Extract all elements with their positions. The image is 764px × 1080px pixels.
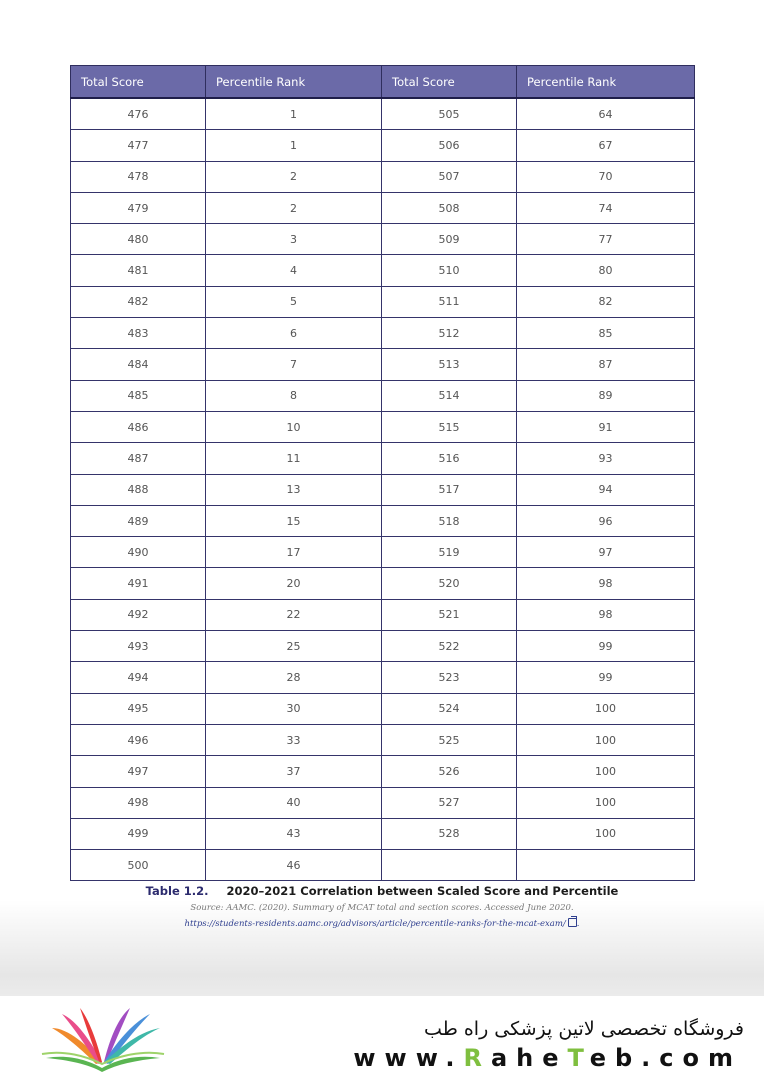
percentile-rank-cell: 85	[517, 318, 695, 349]
percentile-rank-cell: 20	[206, 568, 382, 599]
percentile-rank-cell: 91	[517, 411, 695, 442]
total-score-cell: 513	[382, 349, 517, 380]
percentile-rank-cell: 99	[517, 662, 695, 693]
total-score-cell: 508	[382, 192, 517, 223]
percentile-rank-cell: 17	[206, 537, 382, 568]
percentile-rank-cell	[517, 850, 695, 881]
total-score-cell: 527	[382, 787, 517, 818]
total-score-cell: 495	[71, 693, 206, 724]
table-row	[71, 787, 695, 818]
total-score-cell: 496	[71, 724, 206, 755]
total-score-cell: 480	[71, 224, 206, 255]
table-row	[71, 631, 695, 662]
total-score-cell: 521	[382, 599, 517, 630]
percentile-rank-cell: 1	[206, 130, 382, 161]
percentile-rank-cell: 93	[517, 443, 695, 474]
percentile-rank-cell: 43	[206, 818, 382, 849]
source-suffix: . Accessed June 2020.	[479, 903, 574, 913]
table-row	[71, 380, 695, 411]
total-score-cell: 522	[382, 631, 517, 662]
table-row	[71, 161, 695, 192]
total-score-cell: 483	[71, 318, 206, 349]
percentile-rank-cell: 94	[517, 474, 695, 505]
total-score-cell: 486	[71, 411, 206, 442]
percentile-rank-cell: 98	[517, 599, 695, 630]
footer-store-name: فروشگاه تخصصی لاتین پزشکی راه طب	[424, 1018, 744, 1040]
total-score-cell: 497	[71, 756, 206, 787]
percentile-rank-cell: 33	[206, 724, 382, 755]
percentile-rank-cell: 30	[206, 693, 382, 724]
percentile-rank-cell: 5	[206, 286, 382, 317]
table-row	[71, 568, 695, 599]
table-row	[71, 192, 695, 223]
percentile-rank-cell: 67	[517, 130, 695, 161]
total-score-cell: 519	[382, 537, 517, 568]
table-row	[71, 255, 695, 286]
total-score-cell: 520	[382, 568, 517, 599]
total-score-cell: 499	[71, 818, 206, 849]
percentile-rank-cell: 97	[517, 537, 695, 568]
table-row	[71, 349, 695, 380]
total-score-cell	[382, 850, 517, 881]
percentile-rank-cell: 100	[517, 724, 695, 755]
source-url-end: .	[576, 919, 580, 929]
percentile-rank-cell: 89	[517, 380, 695, 411]
percentile-rank-cell: 100	[517, 693, 695, 724]
total-score-cell: 489	[71, 505, 206, 536]
footer-url-letter-r: R	[463, 1044, 491, 1072]
total-score-cell: 493	[71, 631, 206, 662]
total-score-cell: 525	[382, 724, 517, 755]
open-book-logo-icon	[38, 1006, 168, 1072]
source-citation	[0, 903, 764, 913]
total-score-cell: 482	[71, 286, 206, 317]
percentile-rank-cell: 98	[517, 568, 695, 599]
header-total-score-1: Total Score	[71, 66, 206, 99]
table-row	[71, 850, 695, 881]
table-row	[71, 693, 695, 724]
source-url-link[interactable]: https://students-residents.aamc.org/advisors/article/percentile-ranks-for-the-mcat-exam/	[184, 919, 566, 929]
table-row	[71, 443, 695, 474]
total-score-cell: 526	[382, 756, 517, 787]
percentile-rank-cell: 70	[517, 161, 695, 192]
percentile-rank-cell: 4	[206, 255, 382, 286]
score-percentile-table	[70, 65, 695, 881]
total-score-cell: 492	[71, 599, 206, 630]
percentile-rank-cell: 100	[517, 756, 695, 787]
total-score-cell: 479	[71, 192, 206, 223]
percentile-rank-cell: 3	[206, 224, 382, 255]
table-row	[71, 537, 695, 568]
table-body	[71, 98, 695, 881]
header-percentile-rank-2: Percentile Rank	[517, 66, 695, 99]
total-score-cell: 491	[71, 568, 206, 599]
total-score-cell: 509	[382, 224, 517, 255]
total-score-cell: 505	[382, 98, 517, 130]
percentile-rank-cell: 82	[517, 286, 695, 317]
total-score-cell: 488	[71, 474, 206, 505]
total-score-cell: 484	[71, 349, 206, 380]
table-row	[71, 662, 695, 693]
percentile-rank-cell: 15	[206, 505, 382, 536]
table-row	[71, 724, 695, 755]
footer-url-part-2: eb.com	[589, 1044, 742, 1072]
percentile-rank-cell: 25	[206, 631, 382, 662]
percentile-rank-cell: 96	[517, 505, 695, 536]
table-row	[71, 599, 695, 630]
table-caption	[0, 884, 764, 898]
percentile-rank-cell: 7	[206, 349, 382, 380]
total-score-cell: 528	[382, 818, 517, 849]
total-score-cell: 517	[382, 474, 517, 505]
total-score-cell: 523	[382, 662, 517, 693]
total-score-cell: 511	[382, 286, 517, 317]
percentile-rank-cell: 8	[206, 380, 382, 411]
total-score-cell: 506	[382, 130, 517, 161]
table-title: 2020–2021 Correlation between Scaled Score and Percentile	[226, 884, 619, 898]
percentile-rank-cell: 37	[206, 756, 382, 787]
percentile-rank-cell: 13	[206, 474, 382, 505]
table-row	[71, 98, 695, 130]
source-url-line	[0, 918, 764, 929]
table-row	[71, 286, 695, 317]
percentile-rank-cell: 2	[206, 192, 382, 223]
source-prefix: Source: AAMC. (2020).	[190, 903, 293, 913]
total-score-cell: 514	[382, 380, 517, 411]
total-score-cell: 518	[382, 505, 517, 536]
percentile-rank-cell: 46	[206, 850, 382, 881]
table-row	[71, 411, 695, 442]
header-percentile-rank-1: Percentile Rank	[206, 66, 382, 99]
total-score-cell: 476	[71, 98, 206, 130]
table-row	[71, 818, 695, 849]
total-score-cell: 512	[382, 318, 517, 349]
external-link-icon[interactable]	[568, 918, 577, 927]
total-score-cell: 490	[71, 537, 206, 568]
percentile-rank-cell: 6	[206, 318, 382, 349]
percentile-rank-cell: 100	[517, 818, 695, 849]
percentile-rank-cell: 77	[517, 224, 695, 255]
table-number: Table 1.2.	[145, 884, 209, 898]
header-total-score-2: Total Score	[382, 66, 517, 99]
total-score-cell: 485	[71, 380, 206, 411]
percentile-rank-cell: 28	[206, 662, 382, 693]
percentile-rank-cell: 40	[206, 787, 382, 818]
footer-url-letter-t: T	[567, 1044, 590, 1072]
percentile-rank-cell: 64	[517, 98, 695, 130]
total-score-cell: 507	[382, 161, 517, 192]
percentile-rank-cell: 1	[206, 98, 382, 130]
table-header-row	[71, 66, 695, 99]
percentile-rank-cell: 22	[206, 599, 382, 630]
total-score-cell: 500	[71, 850, 206, 881]
total-score-cell: 515	[382, 411, 517, 442]
total-score-cell: 516	[382, 443, 517, 474]
percentile-rank-cell: 87	[517, 349, 695, 380]
source-work-title: Summary of MCAT total and section scores	[292, 903, 480, 913]
percentile-rank-cell: 2	[206, 161, 382, 192]
total-score-cell: 477	[71, 130, 206, 161]
footer-website[interactable]	[353, 1044, 742, 1072]
percentile-rank-cell: 11	[206, 443, 382, 474]
table-row	[71, 756, 695, 787]
total-score-cell: 498	[71, 787, 206, 818]
total-score-cell: 487	[71, 443, 206, 474]
percentile-rank-cell: 100	[517, 787, 695, 818]
table-row	[71, 505, 695, 536]
percentile-rank-cell: 80	[517, 255, 695, 286]
table-row	[71, 224, 695, 255]
total-score-cell: 481	[71, 255, 206, 286]
percentile-rank-cell: 74	[517, 192, 695, 223]
total-score-cell: 510	[382, 255, 517, 286]
table-row	[71, 130, 695, 161]
percentile-rank-cell: 10	[206, 411, 382, 442]
total-score-cell: 494	[71, 662, 206, 693]
total-score-cell: 478	[71, 161, 206, 192]
total-score-cell: 524	[382, 693, 517, 724]
percentile-rank-cell: 99	[517, 631, 695, 662]
table-row	[71, 318, 695, 349]
footer-url-prefix: www.	[353, 1044, 464, 1072]
table-row	[71, 474, 695, 505]
footer-banner	[0, 996, 764, 1080]
footer-url-part-1: ahe	[490, 1044, 568, 1072]
